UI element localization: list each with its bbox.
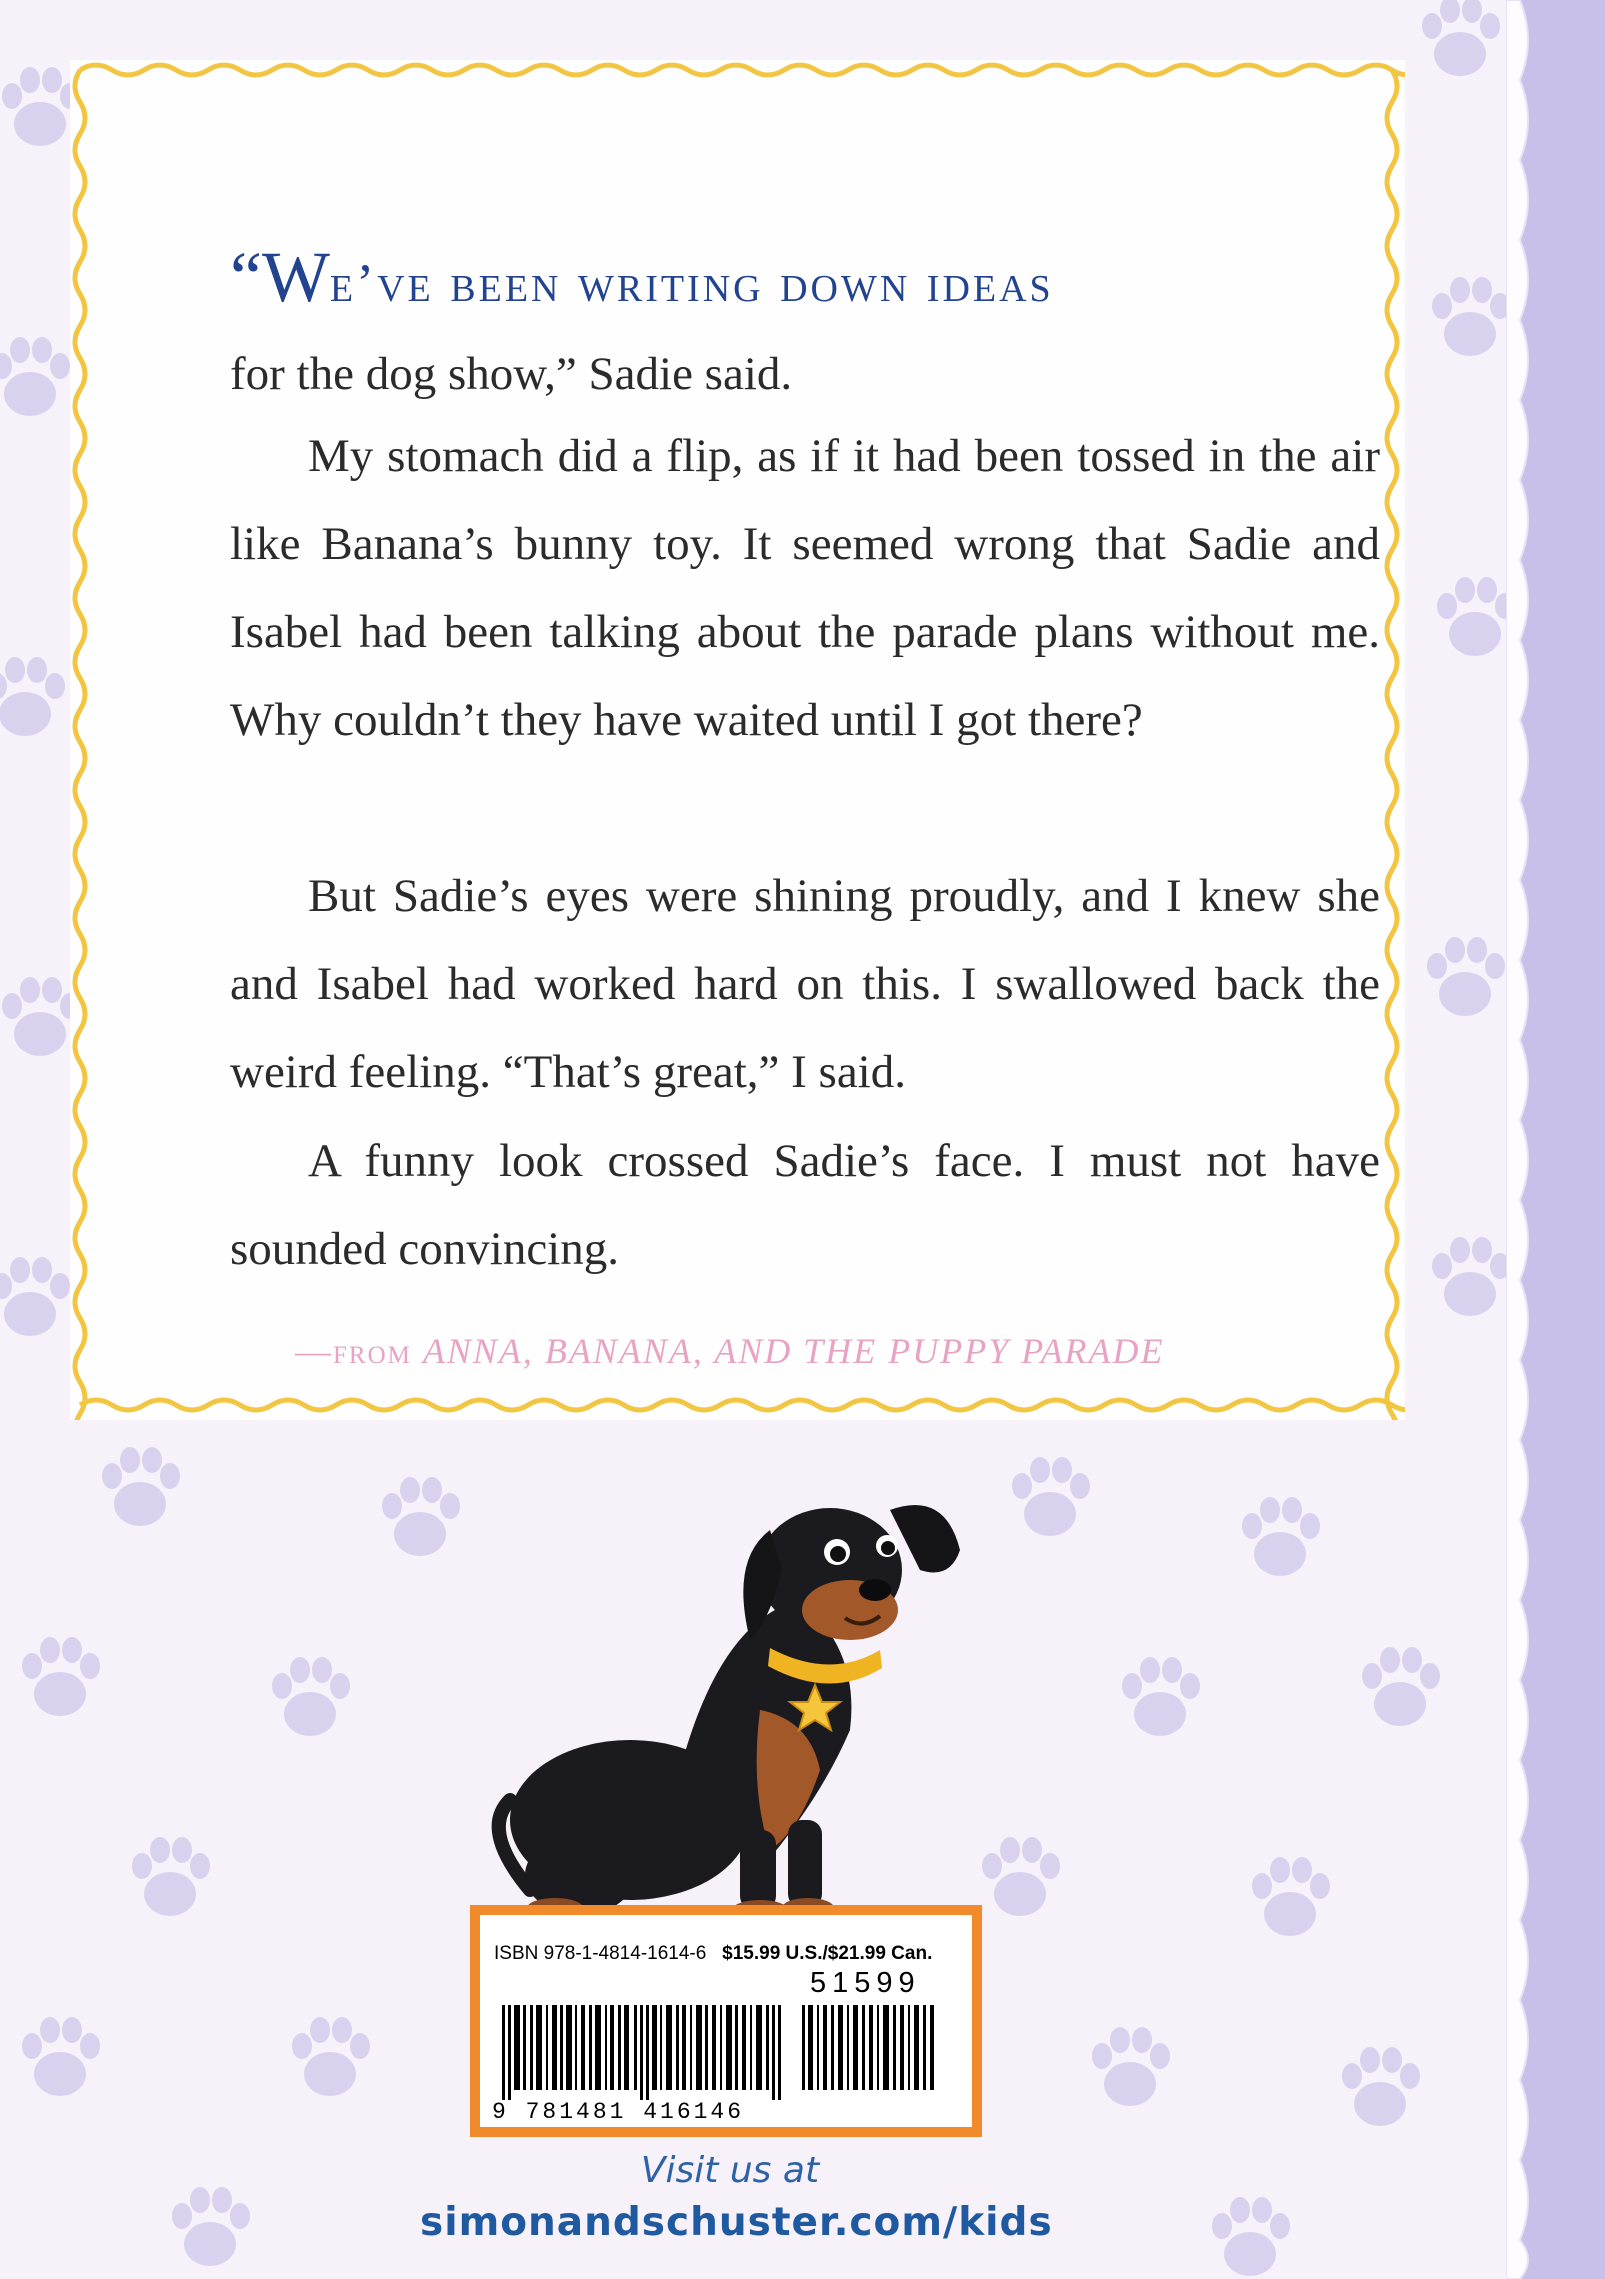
barcode-addon xyxy=(802,2005,952,2090)
excerpt-attribution xyxy=(295,1330,1345,1372)
isbn-line xyxy=(494,1943,932,1965)
excerpt-paragraph-2: My stomach did a flip, as if it had been tossed in the air like Banana’s bunny toy. It seemed wrong that Sadie and Isabel had been talking about the parade plans without me. Why couldn’t they have waited until I got there? xyxy=(230,430,1380,746)
barcode-main xyxy=(502,2005,792,2100)
barcode-digits: 9 781481 416146 xyxy=(492,2099,745,2125)
excerpt-paragraph-3: But Sadie’s eyes were shining proudly, and I knew she and Isabel had worked hard on this. I swallowed back the weird feeling. “That’s great,” I said. xyxy=(230,870,1380,1098)
attribution-title: ANNA, BANANA, AND THE PUPPY PARADE xyxy=(422,1331,1165,1371)
excerpt-paragraph-1 xyxy=(230,233,1380,418)
isbn-text: ISBN 978-1-4814-1614-6 xyxy=(494,1943,707,1964)
price-code: 51599 xyxy=(810,1967,921,1999)
dachshund-illustration xyxy=(470,1470,990,1940)
excerpt-card xyxy=(70,60,1405,1420)
visit-label: Visit us at xyxy=(640,2150,820,2191)
publisher-url-link[interactable]: simonandschuster.com/kids xyxy=(420,2200,1053,2245)
excerpt-lead-letter: “W xyxy=(230,237,330,317)
attribution-prefix: —from xyxy=(295,1331,423,1371)
price-text: $15.99 U.S./$21.99 Can. xyxy=(722,1943,933,1964)
spine-stripe xyxy=(1520,0,1605,2279)
excerpt-lead-caps: e’ve been writing down ideas xyxy=(329,253,1054,313)
excerpt-paragraph-4: A funny look crossed Sadie’s face. I must not have sounded convincing. xyxy=(230,1135,1380,1275)
excerpt-p1-rest: for the dog show,” Sadie said. xyxy=(230,348,793,400)
barcode-box xyxy=(470,1905,982,2137)
